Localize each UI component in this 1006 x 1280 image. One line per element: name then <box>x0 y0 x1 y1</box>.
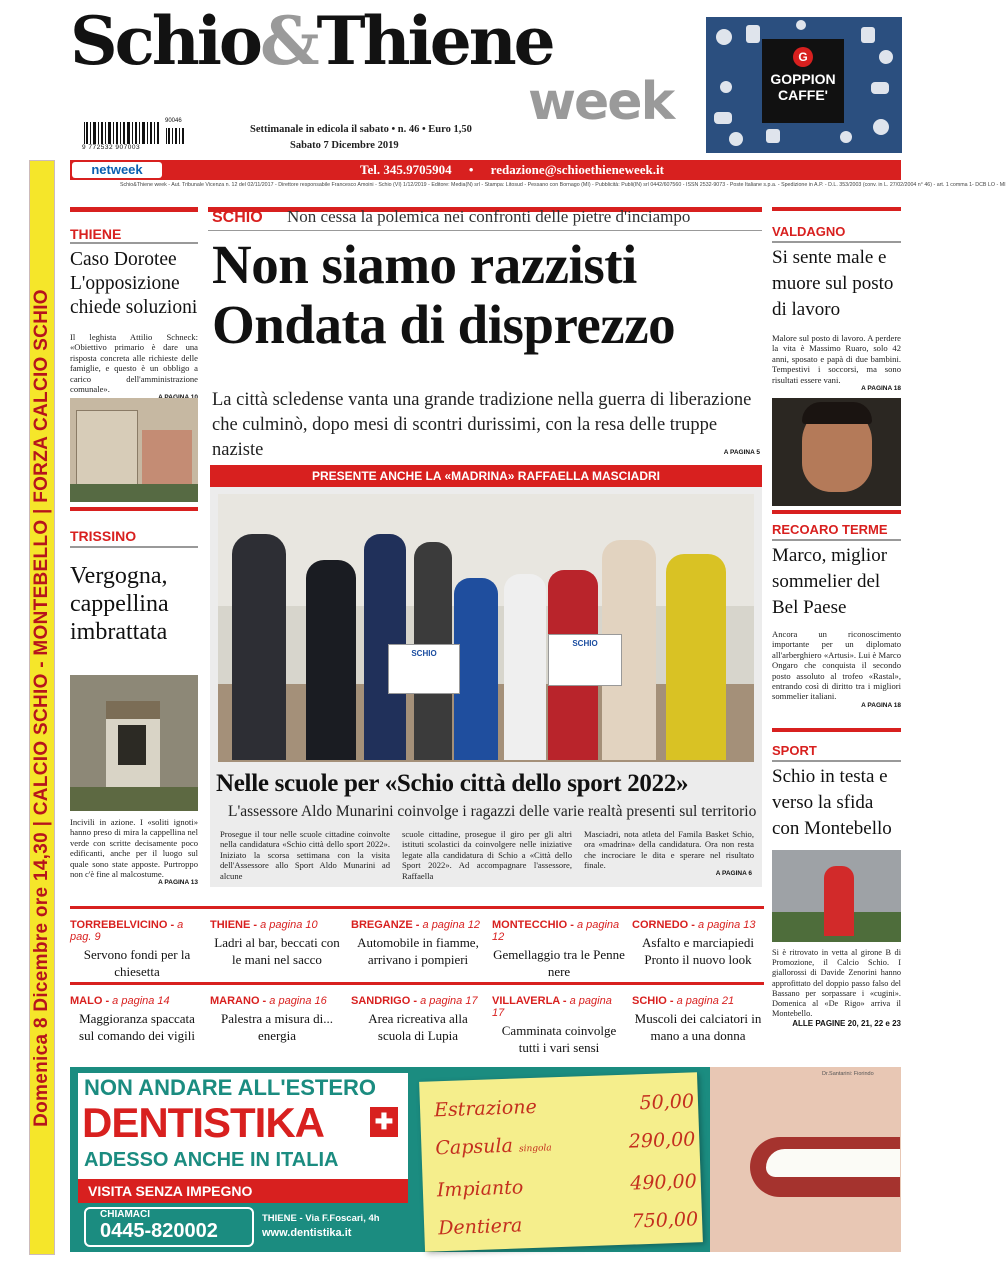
grid-place: SCHIO <box>632 995 667 1007</box>
grid-item-villaverla[interactable]: VILLAVERLA - a pagina 17 Camminata coinvolge tutti i vari sensi <box>492 995 626 1056</box>
grid-place: VILLAVERLA <box>492 995 560 1007</box>
grid-item-sandrigo[interactable]: SANDRIGO - a pagina 17 Area ricreativa alla scuola di Lupia <box>351 995 485 1044</box>
page-ref: ALLE PAGINE 20, 21, 22 e 23 <box>792 1019 901 1029</box>
photo-cappellina <box>70 675 198 811</box>
grid-title: Gemellaggio tra le Penne nere <box>493 947 625 979</box>
story-body: Ancora un riconoscimento importante per un diplomato all'arberghiero «Artusi». Lui è Marco Ongaro che conquista il secondo posto assoluto al trofeo «Rastal», entrando così di diritto tra i migliori sommelier italiani. <box>772 629 901 702</box>
story-title: Caso Dorotee L'opposizione chiede soluzioni <box>70 249 198 318</box>
grid-title: Area ricreativa alla scuola di Lupia <box>368 1011 468 1043</box>
grid-title: Maggioranza spaccata sul comando dei vigili <box>79 1011 195 1043</box>
right-story-2[interactable] <box>772 522 901 709</box>
grid-place: MONTECCHIO <box>492 919 568 931</box>
goppion-logo-icon: G <box>793 47 813 67</box>
goppion-line2: CAFFE' <box>778 87 828 103</box>
main-kicker: SCHIO <box>212 209 263 226</box>
story-body: Il leghista Attilio Schneck: «Obiettivo primario è dare una risposta concreta alle richieste delle famiglie, e questo è un obbligo a carico dell'amministrazione comunale». <box>70 332 198 395</box>
ad-credit: Dr.Santarini: Fiorindo <box>822 1071 874 1077</box>
main-headline[interactable]: Non siamo razzisti Ondata di disprezzo <box>212 234 676 355</box>
grid-ref: a pagina 12 <box>422 919 481 931</box>
photo-dorotee <box>70 398 198 502</box>
left-story-2[interactable] <box>70 528 198 646</box>
grid-place: BREGANZE <box>351 919 413 931</box>
grid-ref: a pagina 12 <box>492 919 620 943</box>
page-ref: A PAGINA 18 <box>861 701 901 709</box>
grid-place: CORNEDO <box>632 919 689 931</box>
story-title: Schio in testa e verso la sfida con Montebello <box>772 766 892 839</box>
feature-banner: PRESENTE ANCHE LA «MADRINA» RAFFAELLA MASCIADRI <box>210 465 762 487</box>
right-story-3[interactable] <box>772 743 901 842</box>
kicker: TRISSINO <box>70 528 137 544</box>
ad-dentistika[interactable] <box>70 1067 901 1252</box>
ad-site[interactable]: www.dentistika.it <box>262 1227 352 1239</box>
feature-page-ref: A PAGINA 6 <box>715 870 752 877</box>
grid-ref: a pagina 21 <box>676 995 735 1007</box>
right-story-3-text <box>772 948 901 1028</box>
grid-title: Automobile in fiamme, arrivano i pompieri <box>357 935 479 967</box>
email[interactable]: redazione@schioethieneweek.it <box>490 162 664 177</box>
grid-ref: a pagina 17 <box>492 995 612 1019</box>
phone[interactable]: Tel. 345.9705904 <box>360 162 452 177</box>
sidebar-strip <box>29 160 55 1255</box>
goppion-line1: GOPPION <box>770 71 836 87</box>
sign-schio-1: SCHIO <box>388 644 460 694</box>
price-note <box>419 1072 703 1252</box>
grid-ref: a pag. 9 <box>70 919 184 943</box>
grid-place: SANDRIGO <box>351 995 411 1007</box>
page-ref: A PAGINA 18 <box>861 385 901 393</box>
price-value: 50,00 <box>639 1090 695 1115</box>
main-subkicker: Non cessa la polemica nei confronti delle pietre d'inciampo <box>287 207 691 226</box>
feature-col-1: Prosegue il tour nelle scuole cittadine coinvolte nella candidatura «Schio città dello sport 2022». Iniziato la scorsa settimana con la visita dell'Assessore allo Sport Aldo Munarini ad alcune <box>220 829 390 881</box>
price-value: 490,00 <box>629 1170 698 1195</box>
feature-title[interactable]: Nelle scuole per «Schio città dello sport 2022» <box>216 770 689 797</box>
story-title: Marco, miglior sommelier del Bel Paese <box>772 545 888 618</box>
feature-col-2: scuole cittadine, prosegue il giro per gli altri istituti scolastici da coinvolgere nelle iniziative legate alla candidatura di Schio a «Città dello Sport 2022». Ad accompagnare l'assessore, Raffaella <box>402 829 572 881</box>
grid-title: Ladri al bar, beccati con le mani nel sacco <box>214 935 340 967</box>
grid-ref: a pagina 17 <box>420 995 478 1007</box>
grid-item-cornedo[interactable]: CORNEDO - a pagina 13 Asfalto e marciapiedi Pronto il nuovo look <box>632 919 764 968</box>
ad-line1: NON ANDARE ALL'ESTERO <box>84 1075 377 1100</box>
ad-line3: VISITA SENZA IMPEGNO <box>78 1179 408 1203</box>
grid-item-thiene[interactable]: THIENE - a pagina 10 Ladri al bar, beccati con le mani nel sacco <box>210 919 344 968</box>
feature-col-3: Masciadri, nota atleta del Famila Basket Schio, ora «madrina» della candidatura. Ora non resta che incrociare le dita e sperare nel risultato finale. <box>584 829 754 871</box>
barcode <box>80 120 192 152</box>
separator: • <box>468 162 474 177</box>
story-body: Si è ritrovato in vetta al girone B di Promozione, il Calcio Schio. I giallorossi di Davide Zenorini hanno approfittato del doppio passo falso del Bassano per sorpassare i «cugini». Domenica al «De Rigo» arriva il Montebello. <box>772 948 901 1019</box>
grid-item-montecchio[interactable]: MONTECCHIO - a pagina 12 Gemellaggio tra le Penne nere <box>492 919 625 979</box>
price-value: 290,00 <box>628 1128 696 1153</box>
brand-a: DENTISTI <box>82 1099 266 1146</box>
grid-title: Servono fondi per la chiesetta <box>83 947 191 979</box>
feature-deck: L'assessore Aldo Munarini coinvolge i ragazzi delle varie realtà presenti sul territorio <box>228 803 757 820</box>
photo-calcio <box>772 850 901 942</box>
main-page-ref: A PAGINA 5 <box>723 449 760 456</box>
issue-date: Sabato 7 Dicembre 2019 <box>290 140 399 151</box>
grid-title: Asfalto e marciapiedi Pronto il nuovo look <box>642 935 754 967</box>
kicker: VALDAGNO <box>772 224 846 239</box>
grid-item-malo[interactable]: MALO - a pagina 14 Maggioranza spaccata sul comando dei vigili <box>70 995 204 1044</box>
left-story-2-text <box>70 817 198 886</box>
grid-item-schio[interactable]: SCHIO - a pagina 21 Muscoli dei calciatori in mano a una donna <box>632 995 764 1044</box>
brand-b: KA <box>265 1099 325 1146</box>
masthead-week: week <box>528 72 674 132</box>
ad-phone[interactable]: 0445-820002 <box>100 1220 218 1242</box>
grid-ref: a pagina 16 <box>269 995 327 1007</box>
smile-photo <box>710 1067 901 1252</box>
kicker: THIENE <box>70 226 122 242</box>
grid-ref: a pagina 13 <box>698 919 756 931</box>
price-item: Estrazione <box>433 1095 538 1122</box>
page-ref: A PAGINA 13 <box>158 879 198 887</box>
title-schio: Schio <box>70 2 260 80</box>
price-item: Dentiera <box>437 1214 523 1240</box>
story-title: Si sente male e muore sul posto di lavoro <box>772 247 894 320</box>
grid-ref: a pagina 14 <box>112 995 170 1007</box>
ad-goppion[interactable] <box>706 17 902 153</box>
grid-title: Camminata coinvolge tutti i vari sensi <box>501 1023 617 1055</box>
grid-title: Muscoli dei calciatori in mano a una donna <box>634 1011 762 1043</box>
netweek-logo[interactable]: netweek <box>72 162 162 178</box>
grid-ref: a pagina 10 <box>260 919 318 931</box>
legal-notice: Schio&Thiene week - Aut. Tribunale Vicenza n. 12 del 02/11/2017 - Direttore responsabile Francesco Amoini - Schio (VI) 1/12/2019 - Editore: Media(N) srl - Stampa: Litosud - Pessano con Bornago (MI) - Pubblicità: Publi(IN) srl 0442/607560 - ISSN 2532-9073 - Poste Italiane s.p.a. - Spedizione in A.P. - D.L. 353/2003 (conv. in L. 27/02/2004 n° 46) - art. 1 comma 1- DCB LO - MI <box>120 182 1006 188</box>
tagline: Settimanale in edicola il sabato • n. 46 • Euro 1,50 <box>250 124 472 135</box>
barcode-digits: 9 772532 907003 <box>82 144 141 151</box>
grid-place: MALO <box>70 995 103 1007</box>
price-note-singola: singola <box>518 1143 552 1155</box>
right-story-1[interactable] <box>772 224 901 392</box>
grid-place: MARANO <box>210 995 260 1007</box>
grid-place: THIENE <box>210 919 251 931</box>
story-body: Incivili in azione. I «soliti ignoti» hanno preso di mira la cappellina nel verde con scritte decisamente poco edificanti, anche per il luogo sul quale sono state apposte. Purtroppo non c'è fine al malcostume. <box>70 817 198 880</box>
title-amp: & <box>259 2 317 80</box>
sign-schio-2: SCHIO <box>548 634 622 686</box>
barcode-number: 90046 <box>165 118 182 124</box>
tooth-icon: ✚ <box>370 1107 398 1137</box>
ad-address: THIENE - Via F.Foscari, 4h <box>262 1213 380 1224</box>
story-body: Malore sul posto di lavoro. A perdere la vita è Massimo Ruaro, solo 42 anni, sposato e papà di due bambini. Tempestivi i soccorsi, ma sono risultati essere vani. <box>772 333 901 385</box>
kicker: RECOARO TERME <box>772 522 888 537</box>
grid-title: Palestra a misura di... energia <box>221 1011 333 1043</box>
kicker: SPORT <box>772 743 817 758</box>
title-thiene: Thiene <box>316 2 553 80</box>
story-title: Vergogna, cappellina imbrattata <box>70 563 169 645</box>
grid-item-torrebelvicino[interactable]: TORREBELVICINO - a pag. 9 Servono fondi per la chiesetta <box>70 919 204 980</box>
sidebar-text: Domenica 8 Dicembre ore 14,30 | CALCIO SCHIO - MONTEBELLO | FORZA CALCIO SCHIO <box>31 288 52 1127</box>
grid-item-breganze[interactable]: BREGANZE - a pagina 12 Automobile in fiamme, arrivano i pompieri <box>351 919 485 968</box>
photo-school <box>218 494 754 762</box>
price-item: Impianto <box>436 1176 524 1202</box>
contacts <box>360 161 664 179</box>
call-label: CHIAMACI <box>100 1209 150 1220</box>
grid-item-marano[interactable]: MARANO - a pagina 16 Palestra a misura di... energia <box>210 995 344 1044</box>
main-deck: La città scledense vanta una grande tradizione nella guerra di liberazione che culminò, dopo mesi di scontri durissimi, con la resa delle truppe naziste <box>212 390 752 460</box>
ad-line2: ADESSO ANCHE IN ITALIA <box>84 1149 339 1171</box>
masthead-title <box>70 2 553 80</box>
grid-place: TORREBELVICINO <box>70 919 168 931</box>
price-item: Capsula <box>435 1134 514 1160</box>
price-value: 750,00 <box>631 1208 699 1233</box>
left-story-1[interactable] <box>70 207 198 401</box>
photo-ruaro <box>772 398 901 506</box>
